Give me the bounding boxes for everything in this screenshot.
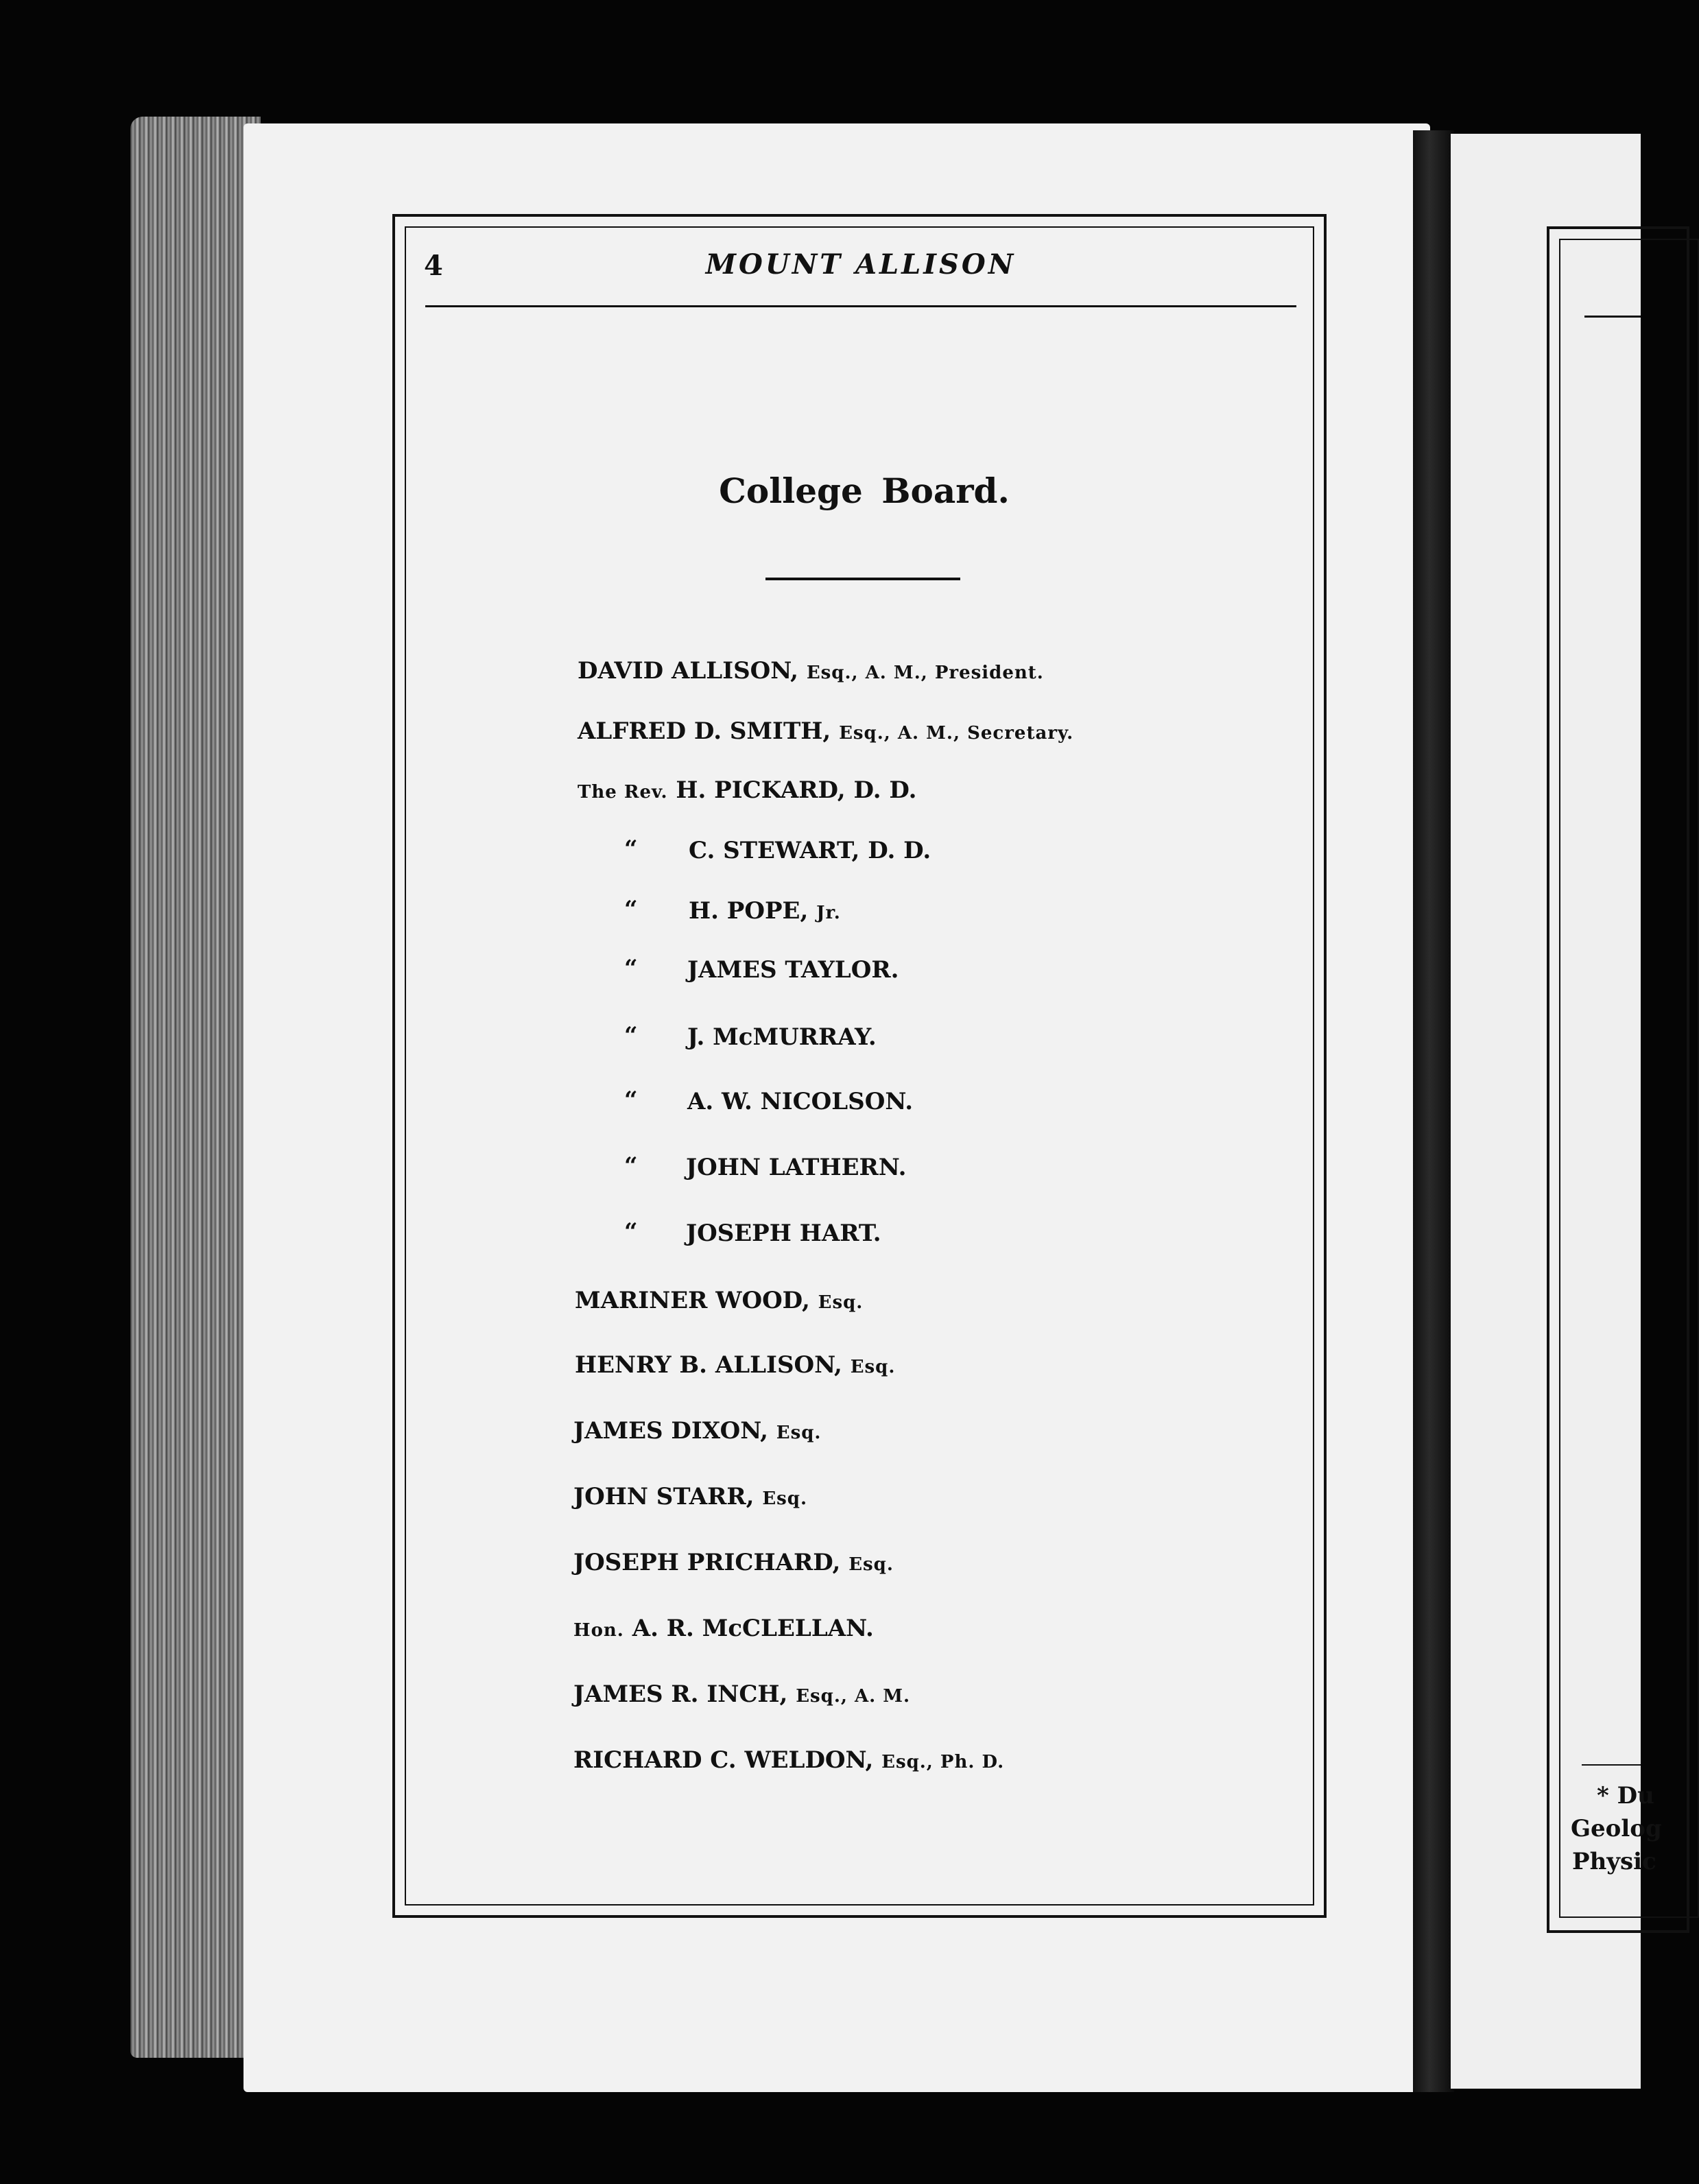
member-entry <box>687 1088 913 1115</box>
facing-page-footnote-rule <box>1582 1764 1641 1766</box>
member-name: A. R. McCLELLAN. <box>623 1615 874 1642</box>
page-number: 4 <box>424 250 443 282</box>
member-suffix: Esq., A. M., Secretary. <box>839 723 1074 744</box>
member-entry <box>578 657 1044 685</box>
member-name: JOSEPH HART. <box>686 1220 881 1247</box>
member-name: C. STEWART, D. D. <box>689 837 931 864</box>
member-suffix: Esq., A. M., President. <box>806 663 1044 683</box>
ditto-mark: “ <box>624 896 638 923</box>
member-entry <box>575 1287 863 1314</box>
facing-page-head-rule <box>1584 316 1641 318</box>
member-name: H. PICKARD, D. D. <box>667 776 917 804</box>
member-prefix: Hon. <box>573 1620 624 1641</box>
member-suffix: Esq. <box>776 1423 822 1443</box>
book-gutter <box>1413 130 1454 2092</box>
ditto-mark: “ <box>624 1152 638 1180</box>
header-rule <box>425 305 1296 307</box>
facing-page-frame-inner <box>1559 239 1699 1918</box>
member-entry <box>578 717 1073 745</box>
member-name: RICHARD C. WELDON, <box>573 1746 882 1774</box>
ditto-mark: “ <box>624 1022 638 1049</box>
member-name: JAMES R. INCH, <box>573 1681 796 1708</box>
book-page-edges <box>130 117 261 2058</box>
facing-page-fragment: Physic <box>1572 1848 1656 1875</box>
member-entry <box>578 776 917 804</box>
facing-page-fragment: * Du <box>1597 1782 1654 1809</box>
member-entry <box>686 1154 907 1181</box>
title-rule <box>765 578 960 580</box>
facing-page-fragment: Geolog <box>1571 1815 1662 1842</box>
member-name: H. POPE, <box>689 897 817 925</box>
running-head: MOUNT ALLISON <box>705 248 1017 281</box>
member-name: JAMES TAYLOR. <box>687 956 899 984</box>
member-name: ALFRED D. SMITH, <box>578 717 840 745</box>
member-suffix: Esq. <box>848 1554 894 1575</box>
member-entry <box>573 1417 821 1445</box>
member-suffix: Esq., Ph. D. <box>881 1752 1005 1772</box>
member-name: JOSEPH PRICHARD, <box>573 1549 849 1576</box>
member-entry <box>689 837 931 864</box>
member-entry <box>573 1681 910 1708</box>
member-name: HENRY B. ALLISON, <box>575 1351 851 1379</box>
member-entry <box>573 1746 1004 1774</box>
member-suffix: Esq., A. M. <box>796 1686 911 1707</box>
member-name: A. W. NICOLSON. <box>687 1088 914 1115</box>
member-suffix: Esq. <box>850 1357 896 1377</box>
member-entry <box>687 1023 877 1051</box>
ditto-mark: “ <box>624 1218 638 1246</box>
member-name: JOHN LATHERN. <box>686 1154 907 1181</box>
member-name: DAVID ALLISON, <box>578 657 807 685</box>
member-prefix: The Rev. <box>578 782 668 803</box>
member-suffix: Esq. <box>818 1292 864 1313</box>
member-suffix: Esq. <box>762 1488 807 1509</box>
member-name: MARINER WOOD, <box>575 1287 818 1314</box>
member-entry <box>689 897 841 925</box>
ditto-mark: “ <box>624 955 638 982</box>
member-name: J. McMURRAY. <box>687 1023 877 1051</box>
member-name: JOHN STARR, <box>573 1483 763 1510</box>
member-entry <box>687 956 899 984</box>
member-entry <box>575 1351 895 1379</box>
member-entry <box>573 1615 874 1642</box>
member-entry <box>686 1220 881 1247</box>
ditto-mark: “ <box>624 1087 638 1114</box>
member-suffix: Jr. <box>816 903 841 923</box>
ditto-mark: “ <box>624 835 638 863</box>
member-entry <box>573 1549 894 1576</box>
member-name: JAMES DIXON, <box>573 1417 776 1445</box>
member-entry <box>573 1483 807 1510</box>
page-title: College Board. <box>719 471 1010 511</box>
